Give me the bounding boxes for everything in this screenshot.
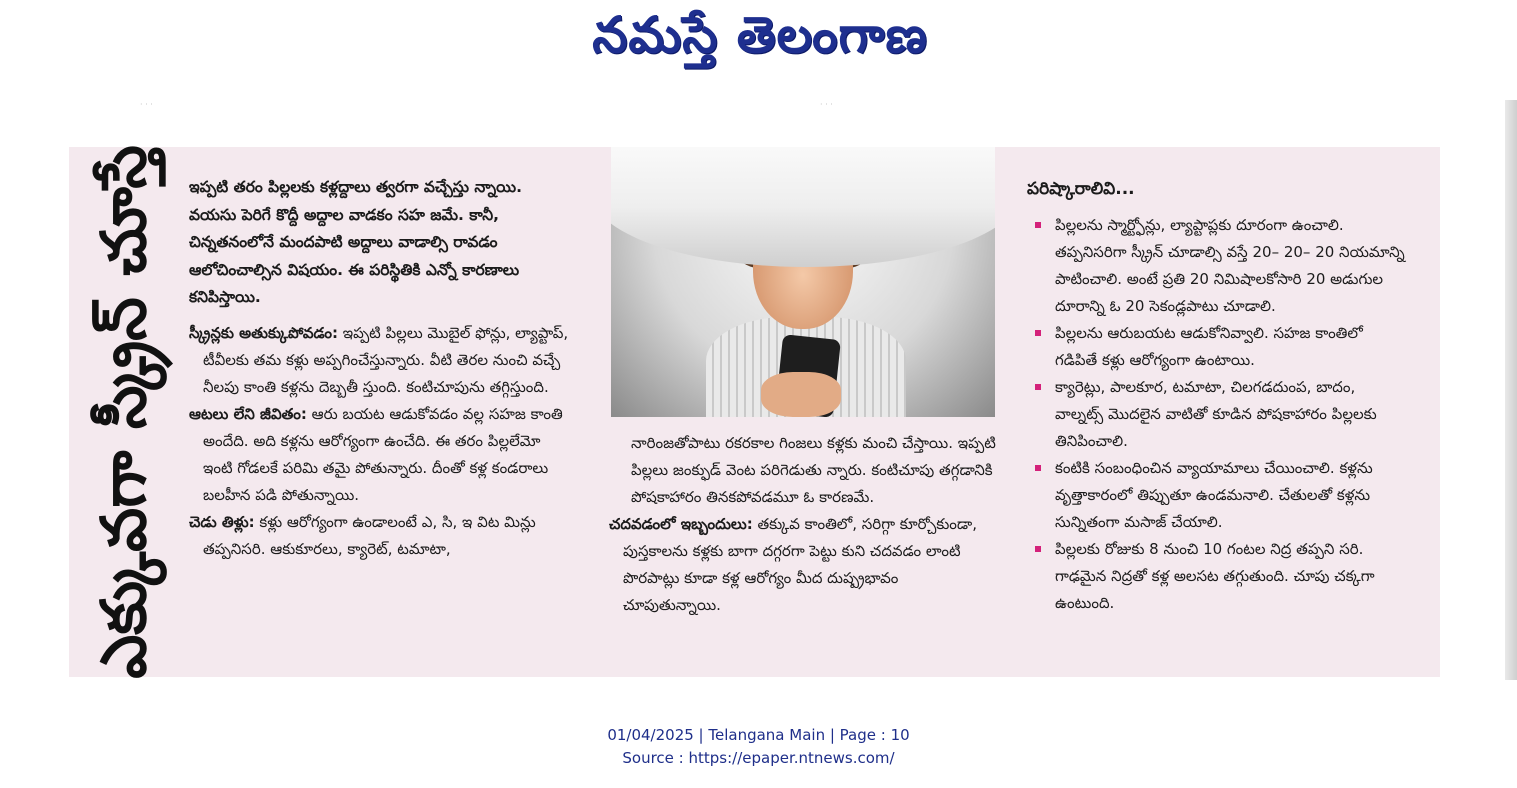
article-column-3 — [1027, 174, 1407, 617]
article-paragraph — [189, 320, 574, 401]
list-item-text: పిల్లలను స్మార్ట్ఫోన్లు, ల్యాప్టాప్లకు దూరంగా ఉంచాలి. తప్పనిసరిగా స్క్రీన్ చూడాల్సి వస్తే 20– 20– 20 నియమాన్ని పాటించాలి. అంటే ప్రతి 20 నిమిషాలకోసారి 20 అడుగుల దూరాన్ని ఓ 20 సెకండ్లపాటు చూడాలి. — [1055, 216, 1405, 315]
article-column-1 — [189, 174, 574, 563]
list-item — [1027, 374, 1407, 455]
paragraph-lead: ఆటలు లేని జీవితం: — [189, 404, 307, 423]
divider-dots: · · · — [140, 100, 153, 109]
article-paragraph — [189, 509, 574, 563]
paragraph-text: కళ్లు ఆరోగ్యంగా ఉండాలంటే ఎ, సి, ఇ విట మిన్లు తప్పనిసరి. ఆకుకూరలు, క్యారెట్, టమాటా, — [203, 512, 536, 558]
photo-blanket — [611, 147, 995, 267]
square-bullet-icon — [1035, 465, 1041, 471]
paragraph-text: ఆరు బయట ఆడుకోవడం వల్ల సహజ కాంతి అందేది. అది కళ్లను ఆరోగ్యంగా ఉంచేది. ఈ తరం పిల్లలేమో ఇంటి గోడలకే పరిమి తమై పోతున్నారు. దీంతో కళ్ల కండరాలు బలహీన పడి పోతున్నాయి. — [203, 404, 563, 504]
list-item — [1027, 455, 1407, 536]
list-item — [1027, 212, 1407, 320]
square-bullet-icon — [1035, 222, 1041, 228]
article-paragraph — [189, 401, 574, 509]
square-bullet-icon — [1035, 546, 1041, 552]
list-item-text: పిల్లలకు రోజుకు 8 నుంచి 10 గంటల నిద్ర తప్పని సరి. గాఢమైన నిద్రతో కళ్ల అలసట తగ్గుతుంది. చూపు చక్కగా ఉంటుంది. — [1055, 540, 1375, 612]
footer-date-page: 01/04/2025 | Telangana Main | Page : 10 — [607, 726, 910, 744]
paragraph-lead: చెడు తిళ్లు: — [189, 512, 255, 531]
paragraph-lead: చదవడంలో ఇబ్బందులు: — [609, 515, 753, 533]
square-bullet-icon — [1035, 330, 1041, 336]
divider-dots: · · · — [820, 100, 833, 109]
footer-source: Source : https://epaper.ntnews.com/ — [622, 749, 895, 767]
list-item-text: పిల్లలను ఆరుబయట ఆడుకోనివ్వాలి. సహజ కాంతిలో గడిపితే కళ్లు ఆరోగ్యంగా ఉంటాయి. — [1055, 324, 1363, 369]
headline-box — [69, 147, 179, 677]
list-item — [1027, 320, 1407, 374]
solutions-list — [1027, 212, 1407, 617]
masthead-title: నమస్తే తెలంగాణ — [592, 5, 928, 64]
list-item-text: కంటికి సంబంధించిన వ్యాయామాలు చేయించాలి. కళ్లను వృత్తాకారంలో తిప్పుతూ ఉండమనాలి. చేతులతో కళ్లను సున్నితంగా మసాజ్ చేయాలి. — [1055, 459, 1373, 531]
paragraph-text: ఇప్పటి పిల్లలు మొబైల్ ఫోన్లు, ల్యాప్టాప్, టీవీలకు తమ కళ్లు అప్పగించేస్తున్నారు. వీటి తెరల నుంచి వచ్చే నీలపు కాంతి కళ్లను దెబ్బతీ స్తుంది. కంటిచూపును తగ్గిస్తుంది. — [203, 323, 569, 396]
masthead-logo — [540, 5, 980, 74]
article-panel — [69, 147, 1440, 677]
paragraph-lead: స్క్రీన్లకు అతుక్కుపోవడం: — [189, 323, 338, 342]
photo-hand — [761, 372, 841, 417]
adjacent-page-edge — [1505, 100, 1517, 680]
list-item — [1027, 536, 1407, 617]
list-item-text: క్యారెట్లు, పాలకూర, టమాటా, చిలగడదుంప, బాదం, వాల్నట్స్ మొదలైన వాటితో కూడిన పోషకాహారం పిల్లలకు తినిపించాలి. — [1055, 378, 1377, 450]
article-paragraph — [609, 511, 1001, 619]
solutions-heading: పరిష్కారాలివి... — [1027, 179, 1135, 199]
article-headline: ఎక్కువగా స్క్రీన్ చూస్తే — [87, 145, 160, 679]
article-photo — [611, 147, 995, 417]
article-column-2 — [609, 430, 1001, 619]
square-bullet-icon — [1035, 384, 1041, 390]
article-continuation: నారింజతోపాటు రకరకాల గింజలు కళ్లకు మంచి చేస్తాయి. ఇప్పటి పిల్లలు జంక్ఫుడ్ వెంట పరిగెడుతు న్నారు. కంటిచూపు తగ్గడానికి పోషకాహారం తినకపోవడమూ ఓ కారణమే. — [631, 434, 996, 506]
article-intro: ఇప్పటి తరం పిల్లలకు కళ్లద్దాలు త్వరగా వచ్చేస్తు న్నాయి. వయసు పెరిగే కొద్దీ అద్దాల వాడకం సహ జమే. కానీ, చిన్నతనంలోనే మందపాటి అద్దాలు వాడాల్సి రావడం ఆలోచించాల్సిన విషయం. ఈ పరిస్థితికి ఎన్నో కారణాలు కనిపిస్తాయి. — [189, 178, 522, 306]
paragraph-text: తక్కువ కాంతిలో, సరిగ్గా కూర్చోకుండా, పుస్తకాలను కళ్లకు బాగా దగ్గరగా పెట్టు కుని చదవడం లాంటి పొరపాట్లు కూడా కళ్ల ఆరోగ్యం మీద దుష్ప్రభావం చూపుతున్నాయి. — [623, 515, 977, 614]
